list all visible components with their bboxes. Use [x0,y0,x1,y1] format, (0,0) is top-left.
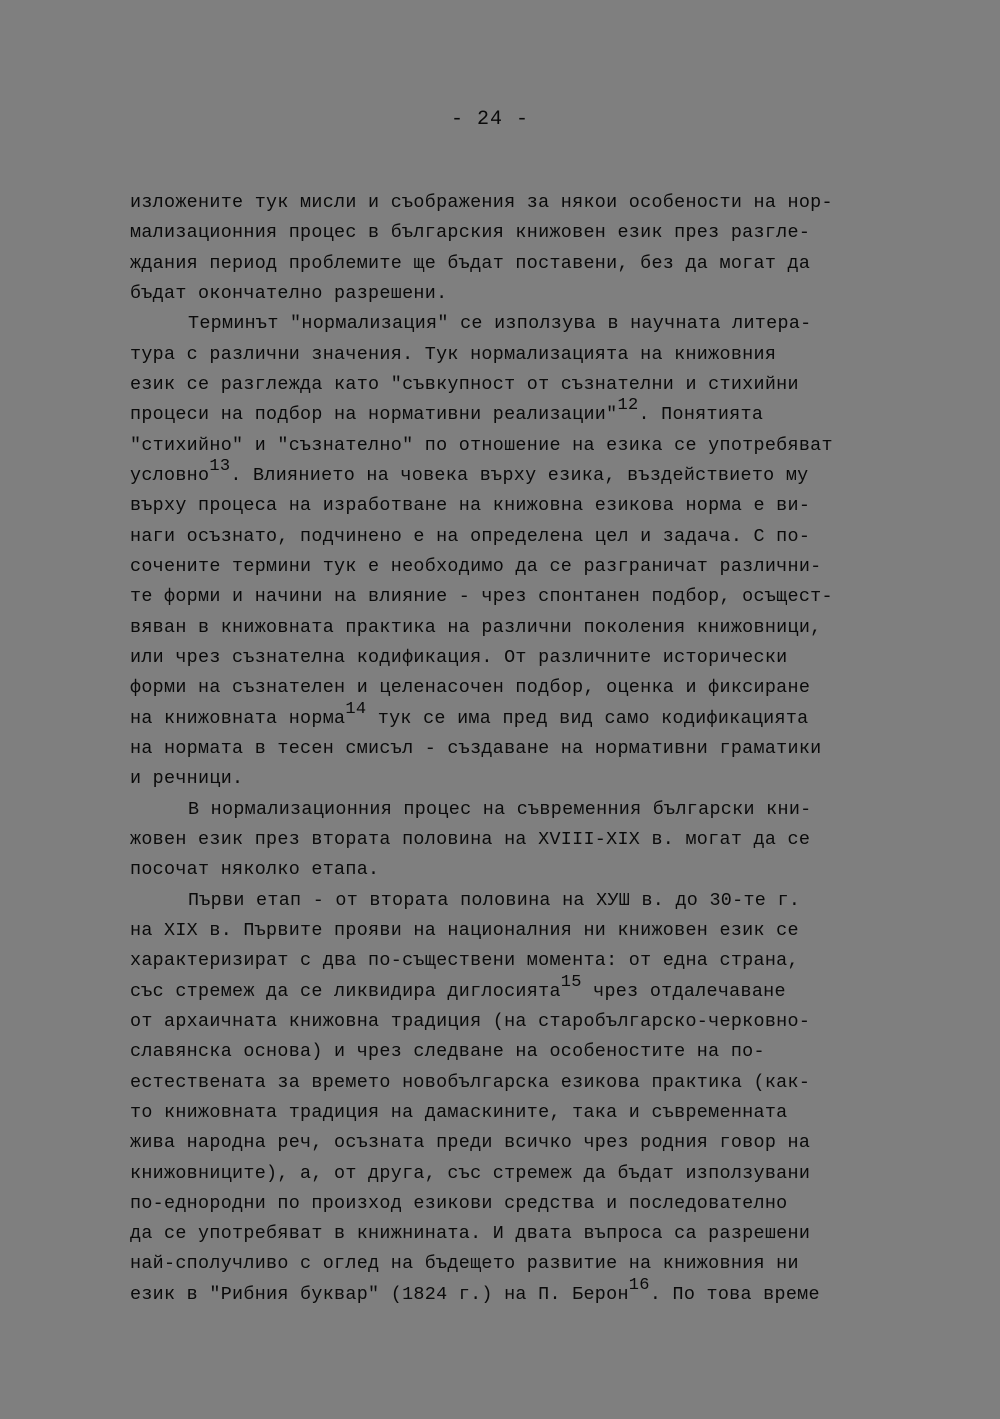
line-text: жива народна реч, осъзната преди всичко чрез родния говор на [130,1132,811,1154]
text-line [130,699,890,734]
text-line [130,552,890,582]
line-text: изложените тук мисли и съображения за някои особености на нор- [130,192,833,213]
line-text: език се разглежда като "съвкупност от съзнателни и стихийни [130,373,799,395]
line-text-continuation: тук се има пред вид само кодификацията [366,707,809,729]
text-line [130,1098,890,1128]
line-text: наги осъзнато, подчинено е на определена цел и задача. С по- [130,525,811,547]
line-text: или чрез съзнателна кодификация. От различните исторически [130,646,788,668]
text-line [130,309,890,339]
text-line [130,734,890,764]
line-text: книжовниците), а, от друга, със стремеж да бъдат използувани [130,1162,811,1184]
text-line [130,340,890,370]
text-line [130,673,890,703]
line-text-continuation: . По това време [649,1283,820,1305]
line-text: процеси на подбор на нормативни реализации" [130,404,618,426]
text-line [130,855,890,885]
footnote-reference: 16 [628,1275,650,1295]
text-line [130,613,890,643]
footnote-reference: 14 [345,699,367,719]
line-text: най-сполучливо с оглед на бъдещето развитие на книжовния ни [130,1253,799,1275]
text-line [130,916,890,946]
line-text: език в "Рибния буквар" (1824 г.) на П. Берон [130,1283,629,1305]
text-line [130,491,890,521]
footnote-reference: 15 [560,972,582,992]
line-text: "стихийно" и "съзнателно" по отношение на езика се употребяват [130,434,833,456]
text-line [130,249,890,279]
line-text-continuation: чрез отдалечаване [581,980,786,1002]
body-text [130,188,890,1310]
text-line [130,370,890,400]
text-line [130,643,890,673]
text-line [130,825,890,855]
line-text: на нормата в тесен смисъл - създаване на нормативни граматики [130,737,822,759]
line-text: вяван в книжовната практика на различни поколения книжовници, [130,616,822,638]
text-line [130,218,890,248]
line-text: и речници. [130,768,244,790]
text-line [130,1128,890,1158]
line-text: тура с различни значения. Тук нормализацията на книжовния [130,343,777,365]
footnote-reference: 13 [209,456,231,476]
text-line [130,188,890,218]
text-line [130,279,890,309]
line-text: условно [130,464,210,486]
text-line [130,1037,890,1067]
line-text: жовен език през втората половина на XVIII-XIX в. могат да се [130,828,811,850]
line-text: то книжовната традиция на дамаскините, така и съвременната [130,1101,788,1123]
line-text: сочените термини тук е необходимо да се разграничат различни- [130,555,822,577]
line-text: върху процеса на изработване на книжовна езикова норма е ви- [130,495,811,517]
text-line [130,1275,890,1310]
text-line [130,795,890,825]
line-text: ждания период проблемите ще бъдат поставени, без да могат да [130,252,811,274]
text-line [130,456,890,491]
line-text: мализационния процес в българския книжовен език през разгле- [130,222,811,244]
line-text: В нормализационния процес на съвременния български кни- [188,798,812,820]
text-line [130,522,890,552]
text-line [130,1189,890,1219]
text-line [130,886,890,916]
line-text: форми на съзнателен и целенасочен подбор, оценка и фиксиране [130,677,811,699]
text-line [130,1219,890,1249]
line-text: естествената за времето новобългарска езикова практика (как- [130,1071,811,1093]
line-text: Терминът "нормализация" се използува в научната литера- [188,313,812,335]
line-text: Първи етап - от втората половина на ХУШ в. до 30-те г. [188,889,801,911]
text-line [130,1007,890,1037]
line-text: да се употребяват в книжнината. И двата въпроса са разрешени [130,1223,811,1245]
text-line [130,972,890,1007]
line-text-continuation: . Влиянието на човека върху езика, въздействието му [230,464,809,486]
text-line [130,1159,890,1189]
line-text: по-еднородни по произход езикови средства и последователно [130,1192,788,1214]
text-line [130,582,890,612]
line-text: на книжовната норма [130,707,346,729]
line-text: на XIX в. Първите прояви на националния ни книжовен език се [130,919,799,941]
line-text: бъдат окончателно разрешени. [130,282,448,304]
footnote-reference: 12 [617,396,639,416]
text-line [130,396,890,430]
line-text: със стремеж да се ликвидира диглосията [130,980,561,1002]
line-text: посочат няколко етапа. [130,859,380,881]
text-line [130,431,890,461]
text-line [130,946,890,976]
text-line [130,1068,890,1098]
line-text: характеризират с два по-съществени момента: от една страна, [130,950,799,972]
line-text: славянска основа) и чрез следване на особеностите на по- [130,1041,765,1063]
line-text: те форми и начини на влияние - чрез спонтанен подбор, осъщест- [130,586,833,608]
line-text-continuation: . Понятията [638,404,764,426]
text-line [130,1249,890,1279]
line-text: от архаичната книжовна традиция (на старобългарско-черковно- [130,1010,811,1032]
text-line [130,764,890,794]
page-number: - 24 - [450,108,529,131]
